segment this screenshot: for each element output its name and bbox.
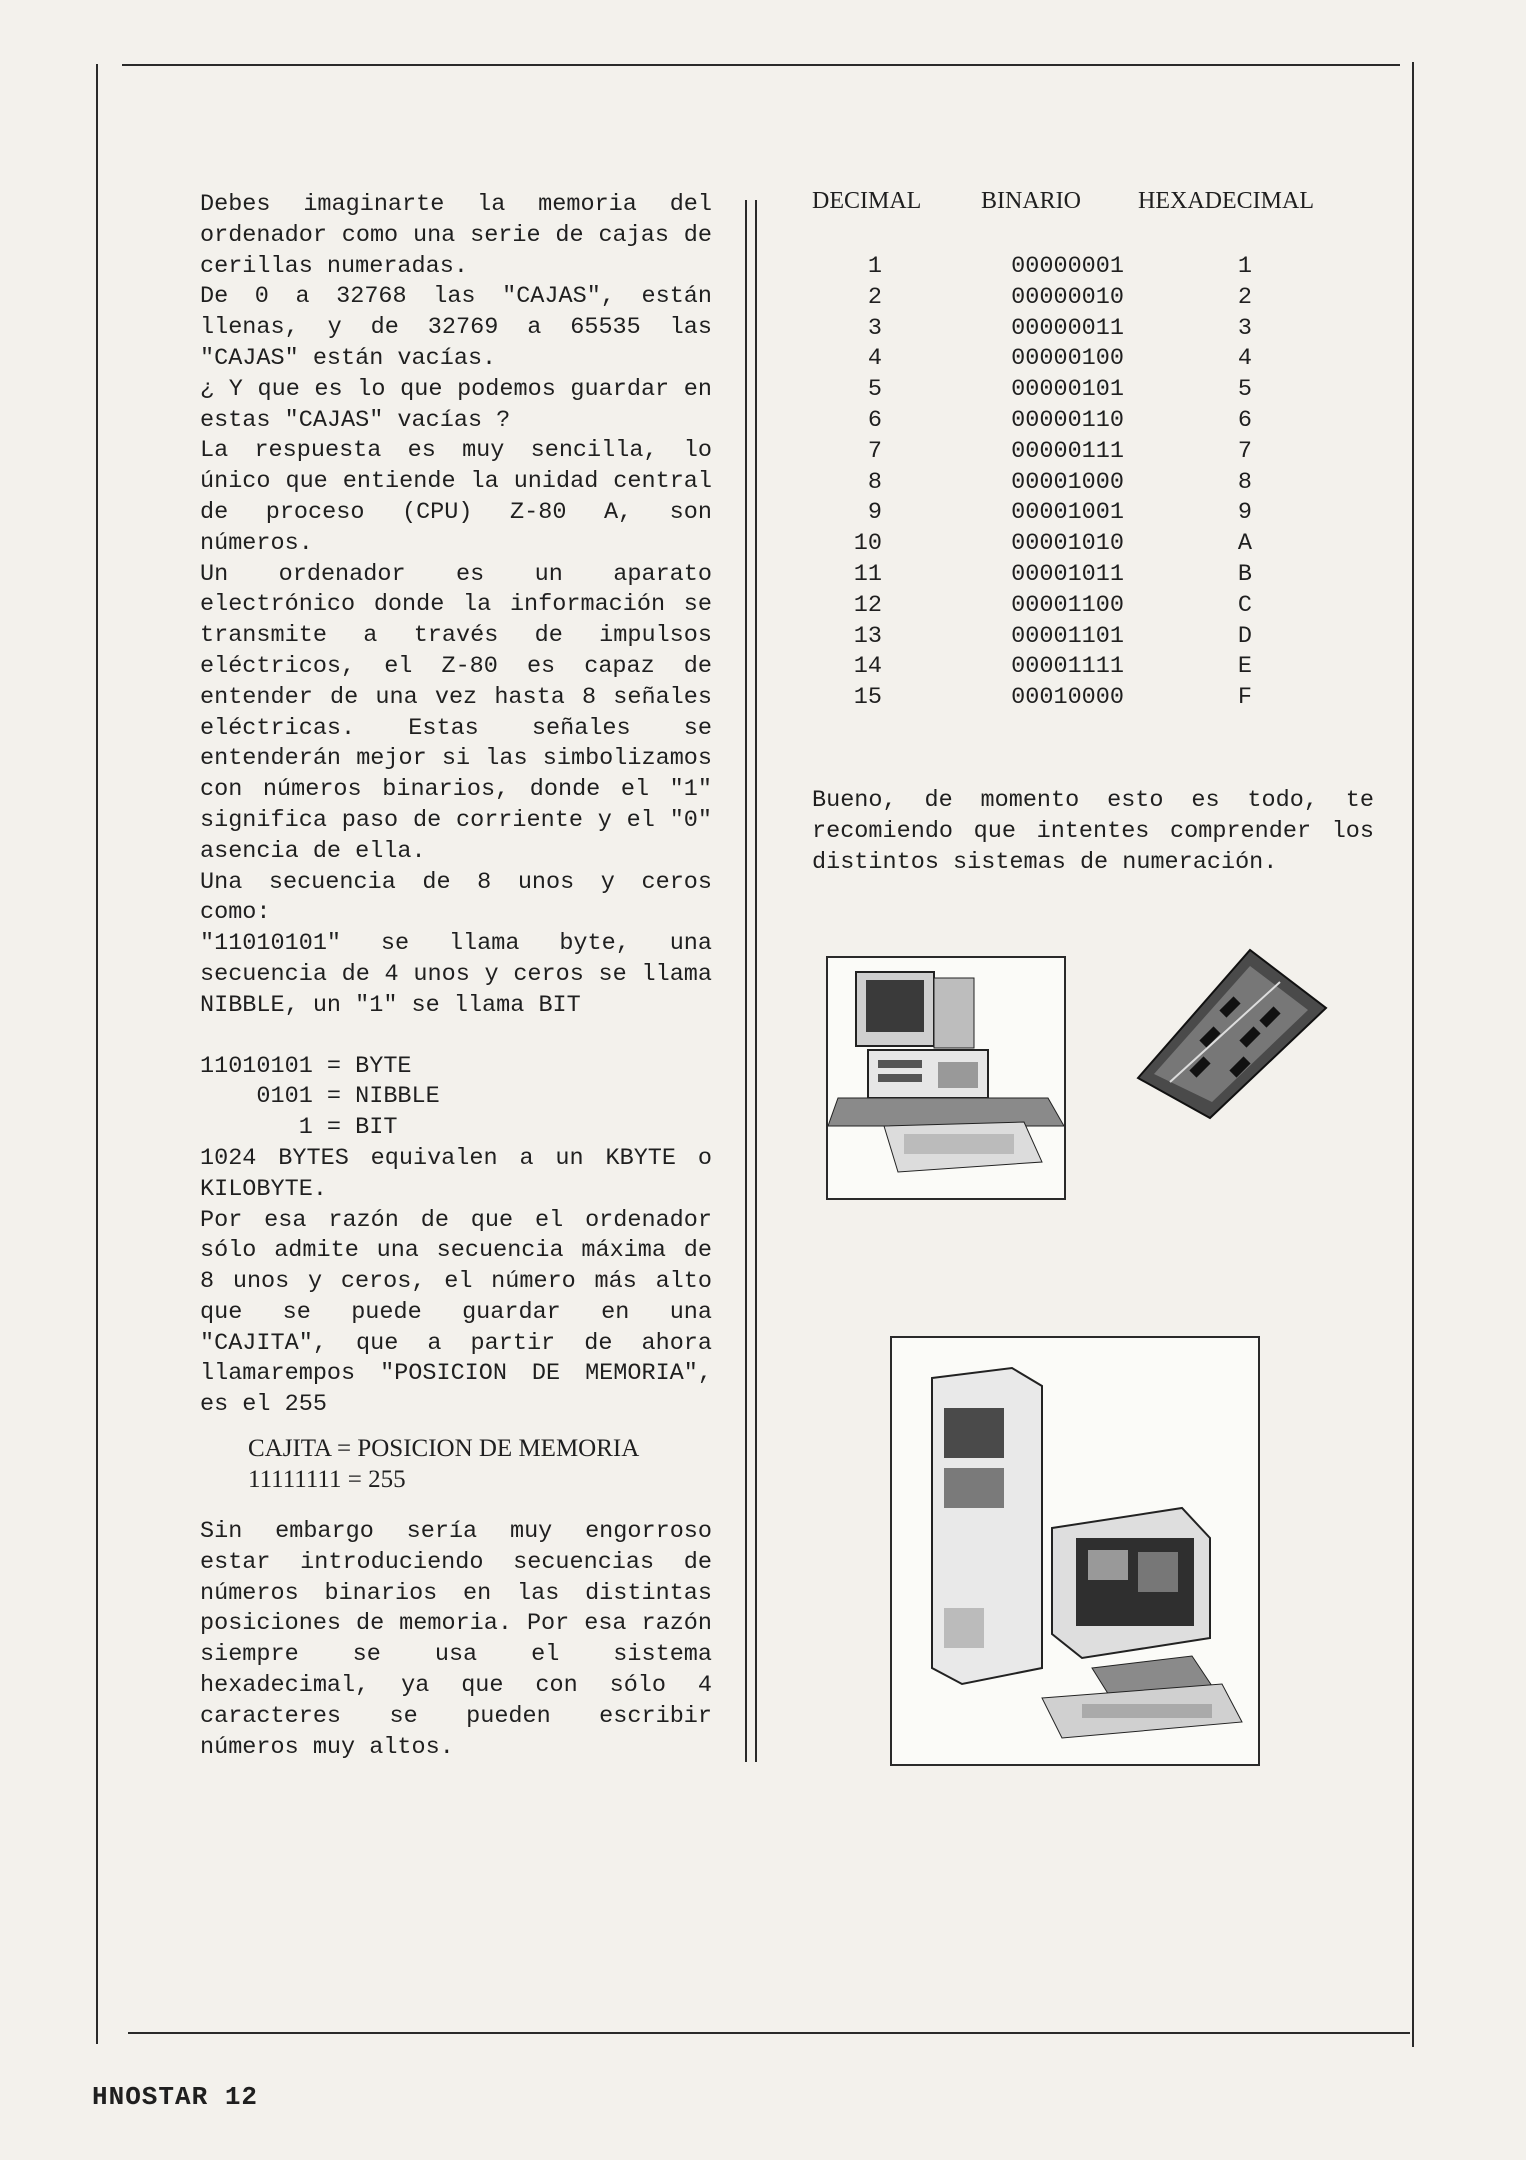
- cell-binary: 00001000: [1011, 468, 1124, 496]
- cell-decimal: 11: [853, 560, 882, 588]
- cell-hex: 9: [1237, 499, 1252, 527]
- cell-decimal: 2: [867, 283, 882, 311]
- cell-decimal: 8: [867, 468, 882, 496]
- frame-left-rule: [96, 64, 98, 2044]
- cell-decimal: 12: [853, 591, 882, 619]
- cell-binary: 00000100: [1011, 345, 1124, 373]
- cell-binary: 00001101: [1011, 622, 1124, 650]
- paragraph: Un ordenador es un aparato electrónico donde la información se transmite a través de impulsos eléctricos, el Z-80 es capaz de entender de una vez hasta 8 señales eléctricas. Estas señales se entenderán mejor si las simbolizamos con números binarios, donde el "1" significa paso de corriente y el "0" asencia de ella.: [200, 560, 712, 865]
- cell-hex: 2: [1237, 283, 1252, 311]
- frame-top-rule: [122, 64, 1400, 66]
- table-header: [812, 186, 1374, 222]
- cell-binary: 00000111: [1011, 437, 1124, 465]
- cell-binary: 00000101: [1011, 376, 1124, 404]
- table-row: [812, 283, 1374, 314]
- cell-binary: 00001111: [1011, 653, 1124, 681]
- cell-decimal: 15: [853, 684, 882, 712]
- paragraph: La respuesta es muy sencilla, lo único que entiende la unidad central de proceso (CPU) Z-80 A, son números.: [200, 437, 712, 557]
- cell-decimal: 13: [853, 622, 882, 650]
- cell-decimal: 9: [867, 499, 882, 527]
- table-row: [812, 683, 1374, 714]
- tower-computer-photo: [890, 1336, 1260, 1766]
- cell-decimal: 5: [867, 376, 882, 404]
- serif-line: 11111111 = 255: [248, 1466, 406, 1494]
- cell-binary: 00001011: [1011, 560, 1124, 588]
- cell-hex: 3: [1237, 314, 1252, 342]
- cell-binary: 00000001: [1011, 253, 1124, 280]
- cell-hex: E: [1237, 653, 1252, 681]
- table-row: [812, 375, 1374, 406]
- table-row: [812, 652, 1374, 683]
- cell-decimal: 1: [867, 253, 882, 280]
- cell-binary: 00001100: [1011, 591, 1124, 619]
- table-row: [812, 314, 1374, 345]
- paragraph: ¿ Y que es lo que podemos guardar en estas "CAJAS" vacías ?: [200, 375, 712, 434]
- cell-hex: 8: [1237, 468, 1252, 496]
- closing-paragraph: Bueno, de momento esto es todo, te recomiendo que intentes comprender los distintos sistemas de numeración.: [812, 786, 1374, 876]
- cell-decimal: 3: [867, 314, 882, 342]
- cell-binary: 00001001: [1011, 499, 1124, 527]
- column-separator: [745, 200, 747, 1762]
- code-line: 0101 = NIBBLE: [200, 1083, 440, 1111]
- cell-hex: D: [1237, 622, 1252, 650]
- table-row: [812, 406, 1374, 437]
- number-table: [812, 252, 1374, 714]
- right-column: [812, 186, 1374, 902]
- cell-binary: 00001010: [1011, 530, 1124, 558]
- cell-hex: 6: [1237, 406, 1252, 434]
- frame-right-rule: [1412, 62, 1414, 2047]
- table-row: [812, 344, 1374, 375]
- cell-decimal: 7: [867, 437, 882, 465]
- cell-decimal: 10: [853, 530, 882, 558]
- column-separator: [755, 200, 757, 1762]
- paragraph: De 0 a 32768 las "CAJAS", están llenas, y de 32769 a 65535 las "CAJAS" están vacías.: [200, 283, 712, 372]
- frame-bottom-rule: [128, 2032, 1410, 2034]
- cell-hex: F: [1237, 684, 1252, 712]
- paragraph: Una secuencia de 8 unos y ceros como:: [200, 868, 712, 927]
- cell-binary: 00000110: [1011, 406, 1124, 434]
- cell-hex: 5: [1237, 376, 1252, 404]
- cell-binary: 00010000: [1011, 684, 1124, 712]
- cell-hex: 7: [1237, 437, 1252, 465]
- table-row: [812, 498, 1374, 529]
- header-decimal: DECIMAL: [812, 188, 922, 214]
- table-row: [812, 437, 1374, 468]
- table-row: [812, 591, 1374, 622]
- circuit-board-illustration: [1130, 942, 1330, 1122]
- cell-hex: 1: [1237, 253, 1252, 280]
- header-binario: BINARIO: [981, 188, 1081, 214]
- table-row: [812, 529, 1374, 560]
- memory-position-example: [248, 1433, 712, 1495]
- computer-photo: [826, 956, 1066, 1200]
- cell-hex: 4: [1237, 345, 1252, 373]
- table-row: [812, 468, 1374, 499]
- left-column: [200, 190, 712, 1763]
- cell-binary: 00000011: [1011, 314, 1124, 342]
- cell-hex: C: [1237, 591, 1252, 619]
- cell-hex: A: [1237, 530, 1252, 558]
- page-footer: HNOSTAR 12: [92, 2082, 259, 2112]
- code-line: 11010101 = BYTE: [200, 1052, 412, 1080]
- code-line: 1 = BIT: [200, 1114, 398, 1142]
- serif-line: CAJITA = POSICION DE MEMORIA: [248, 1435, 640, 1463]
- cell-hex: B: [1237, 560, 1252, 588]
- circuit-board-photo: [1130, 942, 1330, 1122]
- header-hexadecimal: HEXADECIMAL: [1138, 188, 1314, 214]
- cell-binary: 00000010: [1011, 283, 1124, 311]
- table-row: [812, 252, 1374, 283]
- paragraph: "11010101" se llama byte, una secuencia de 4 unos y ceros se llama NIBBLE, un "1" se llama BIT: [200, 930, 712, 1019]
- table-row: [812, 622, 1374, 653]
- paragraph: Debes imaginarte la memoria del ordenador como una serie de cajas de cerillas numeradas.: [200, 191, 712, 280]
- cell-decimal: 6: [867, 406, 882, 434]
- paragraph: Por esa razón de que el ordenador sólo admite una secuencia máxima de 8 unos y ceros, el número más alto que se puede guardar en una "CAJITA", que a partir de ahora llamarempos "POSICION DE MEMORIA", es el 255: [200, 1206, 712, 1419]
- desktop-computer-illustration: [828, 958, 1064, 1198]
- paragraph: Sin embargo sería muy engorroso estar introduciendo secuencias de números binarios en las distintas posiciones de memoria. Por esa razón siempre se usa el sistema hexadecimal, ya que con sólo 4 caracteres se pueden escribir números muy altos.: [200, 1518, 712, 1761]
- tower-computer-illustration: [892, 1338, 1258, 1764]
- table-row: [812, 560, 1374, 591]
- paragraph: 1024 BYTES equivalen a un KBYTE o KILOBYTE.: [200, 1144, 712, 1203]
- cell-decimal: 14: [853, 653, 882, 681]
- cell-decimal: 4: [867, 345, 882, 373]
